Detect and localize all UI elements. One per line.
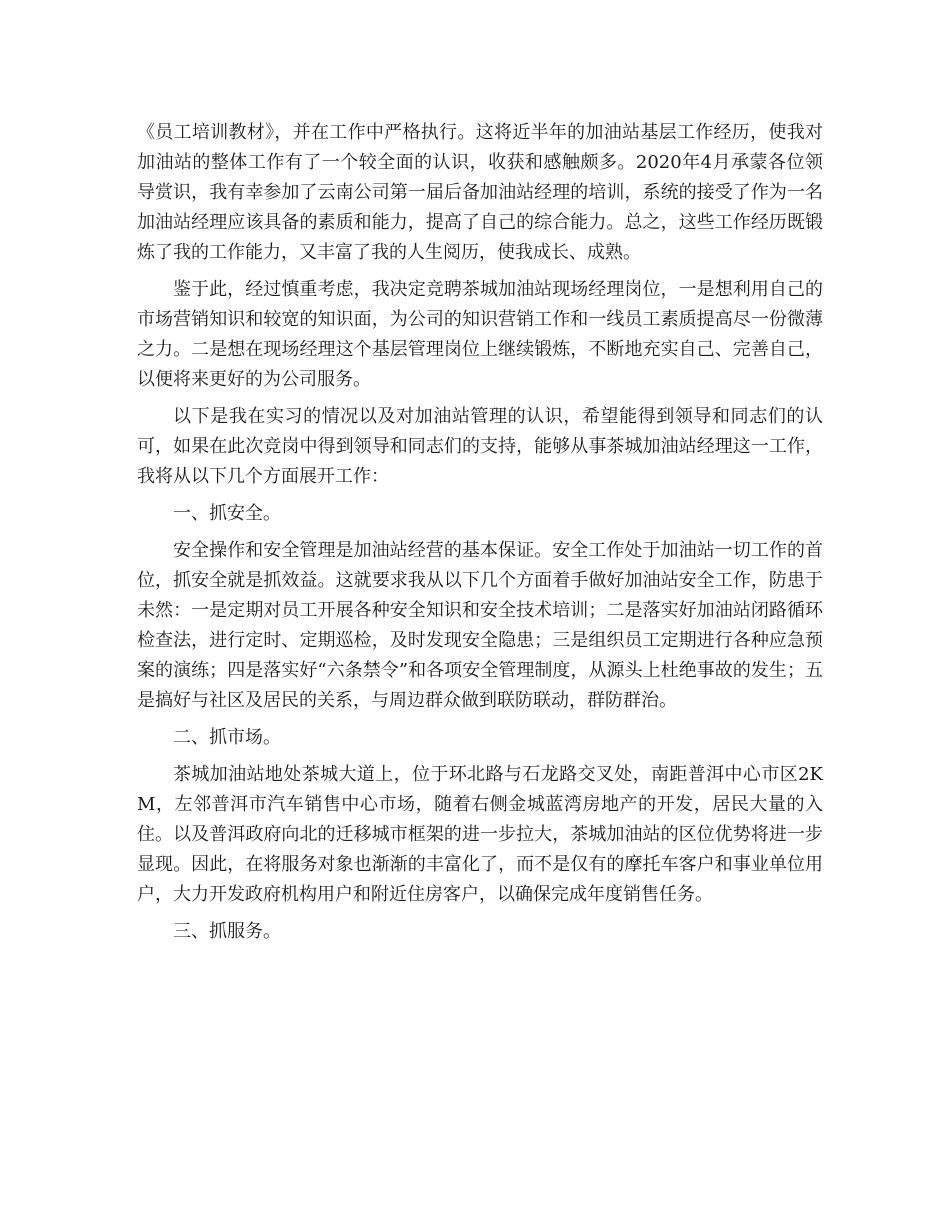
section-heading-safety: 一、抓安全。 — [173, 503, 281, 524]
document-body — [137, 118, 823, 954]
section-heading-service: 三、抓服务。 — [173, 921, 281, 942]
paragraph: 《员工培训教材》，并在工作中严格执行。这将近半年的加油站基层工作经历，使我对加油站的整体工作有了一个较全面的认识，收获和感触颇多。2020年4月承蒙各位领导赏识，我有幸参加了云南公司第一届后备加油站经理的培训，系统的接受了作为一名加油站经理应该具备的素质和能力，提高了自己的综合能力。总之，这些工作经历既锻炼了我的工作能力，又丰富了我的人生阅历，使我成长、成熟。 — [137, 122, 823, 263]
paragraph: 鉴于此，经过慎重考虑，我决定竞聘茶城加油站现场经理岗位，一是想利用自己的市场营销知识和较宽的知识面，为公司的知识营销工作和一线员工素质提高尽一份微薄之力。二是想在现场经理这个基层管理岗位上继续锻炼，不断地充实自己、完善自己，以便将来更好的为公司服务。 — [137, 279, 823, 390]
paragraph: 茶城加油站地处茶城大道上，位于环北路与石龙路交叉处，南距普洱中心市区2KM，左邻普洱市汽车销售中心市场，随着右侧金城蓝湾房地产的开发，居民大量的入住。以及普洱政府向北的迁移城市框架的进一步拉大，茶城加油站的区位优势将进一步显现。因此，在将服务对象也渐渐的丰富化了，而不是仅有的摩托车客户和事业单位用户，大力开发政府机构用户和附近住房客户，以确保完成年度销售任务。 — [137, 764, 823, 905]
paragraph: 以下是我在实习的情况以及对加油站管理的认识，希望能得到领导和同志们的认可，如果在此次竞岗中得到领导和同志们的支持，能够从事茶城加油站经理这一工作，我将从以下几个方面展开工作： — [137, 406, 823, 487]
paragraph: 安全操作和安全管理是加油站经营的基本保证。安全工作处于加油站一切工作的首位，抓安全就是抓效益。这就要求我从以下几个方面着手做好加油站安全工作，防患于未然：一是定期对员工开展各种安全知识和安全技术培训；二是落实好加油站闭路循环检查法，进行定时、定期巡检，及时发现安全隐患；三是组织员工定期进行各种应急预案的演练；四是落实好“六条禁令”和各项安全管理制度，从源头上杜绝事故的发生；五是搞好与社区及居民的关系，与周边群众做到联防联动，群防群治。 — [137, 540, 823, 711]
section-heading-market: 二、抓市场。 — [173, 727, 281, 748]
